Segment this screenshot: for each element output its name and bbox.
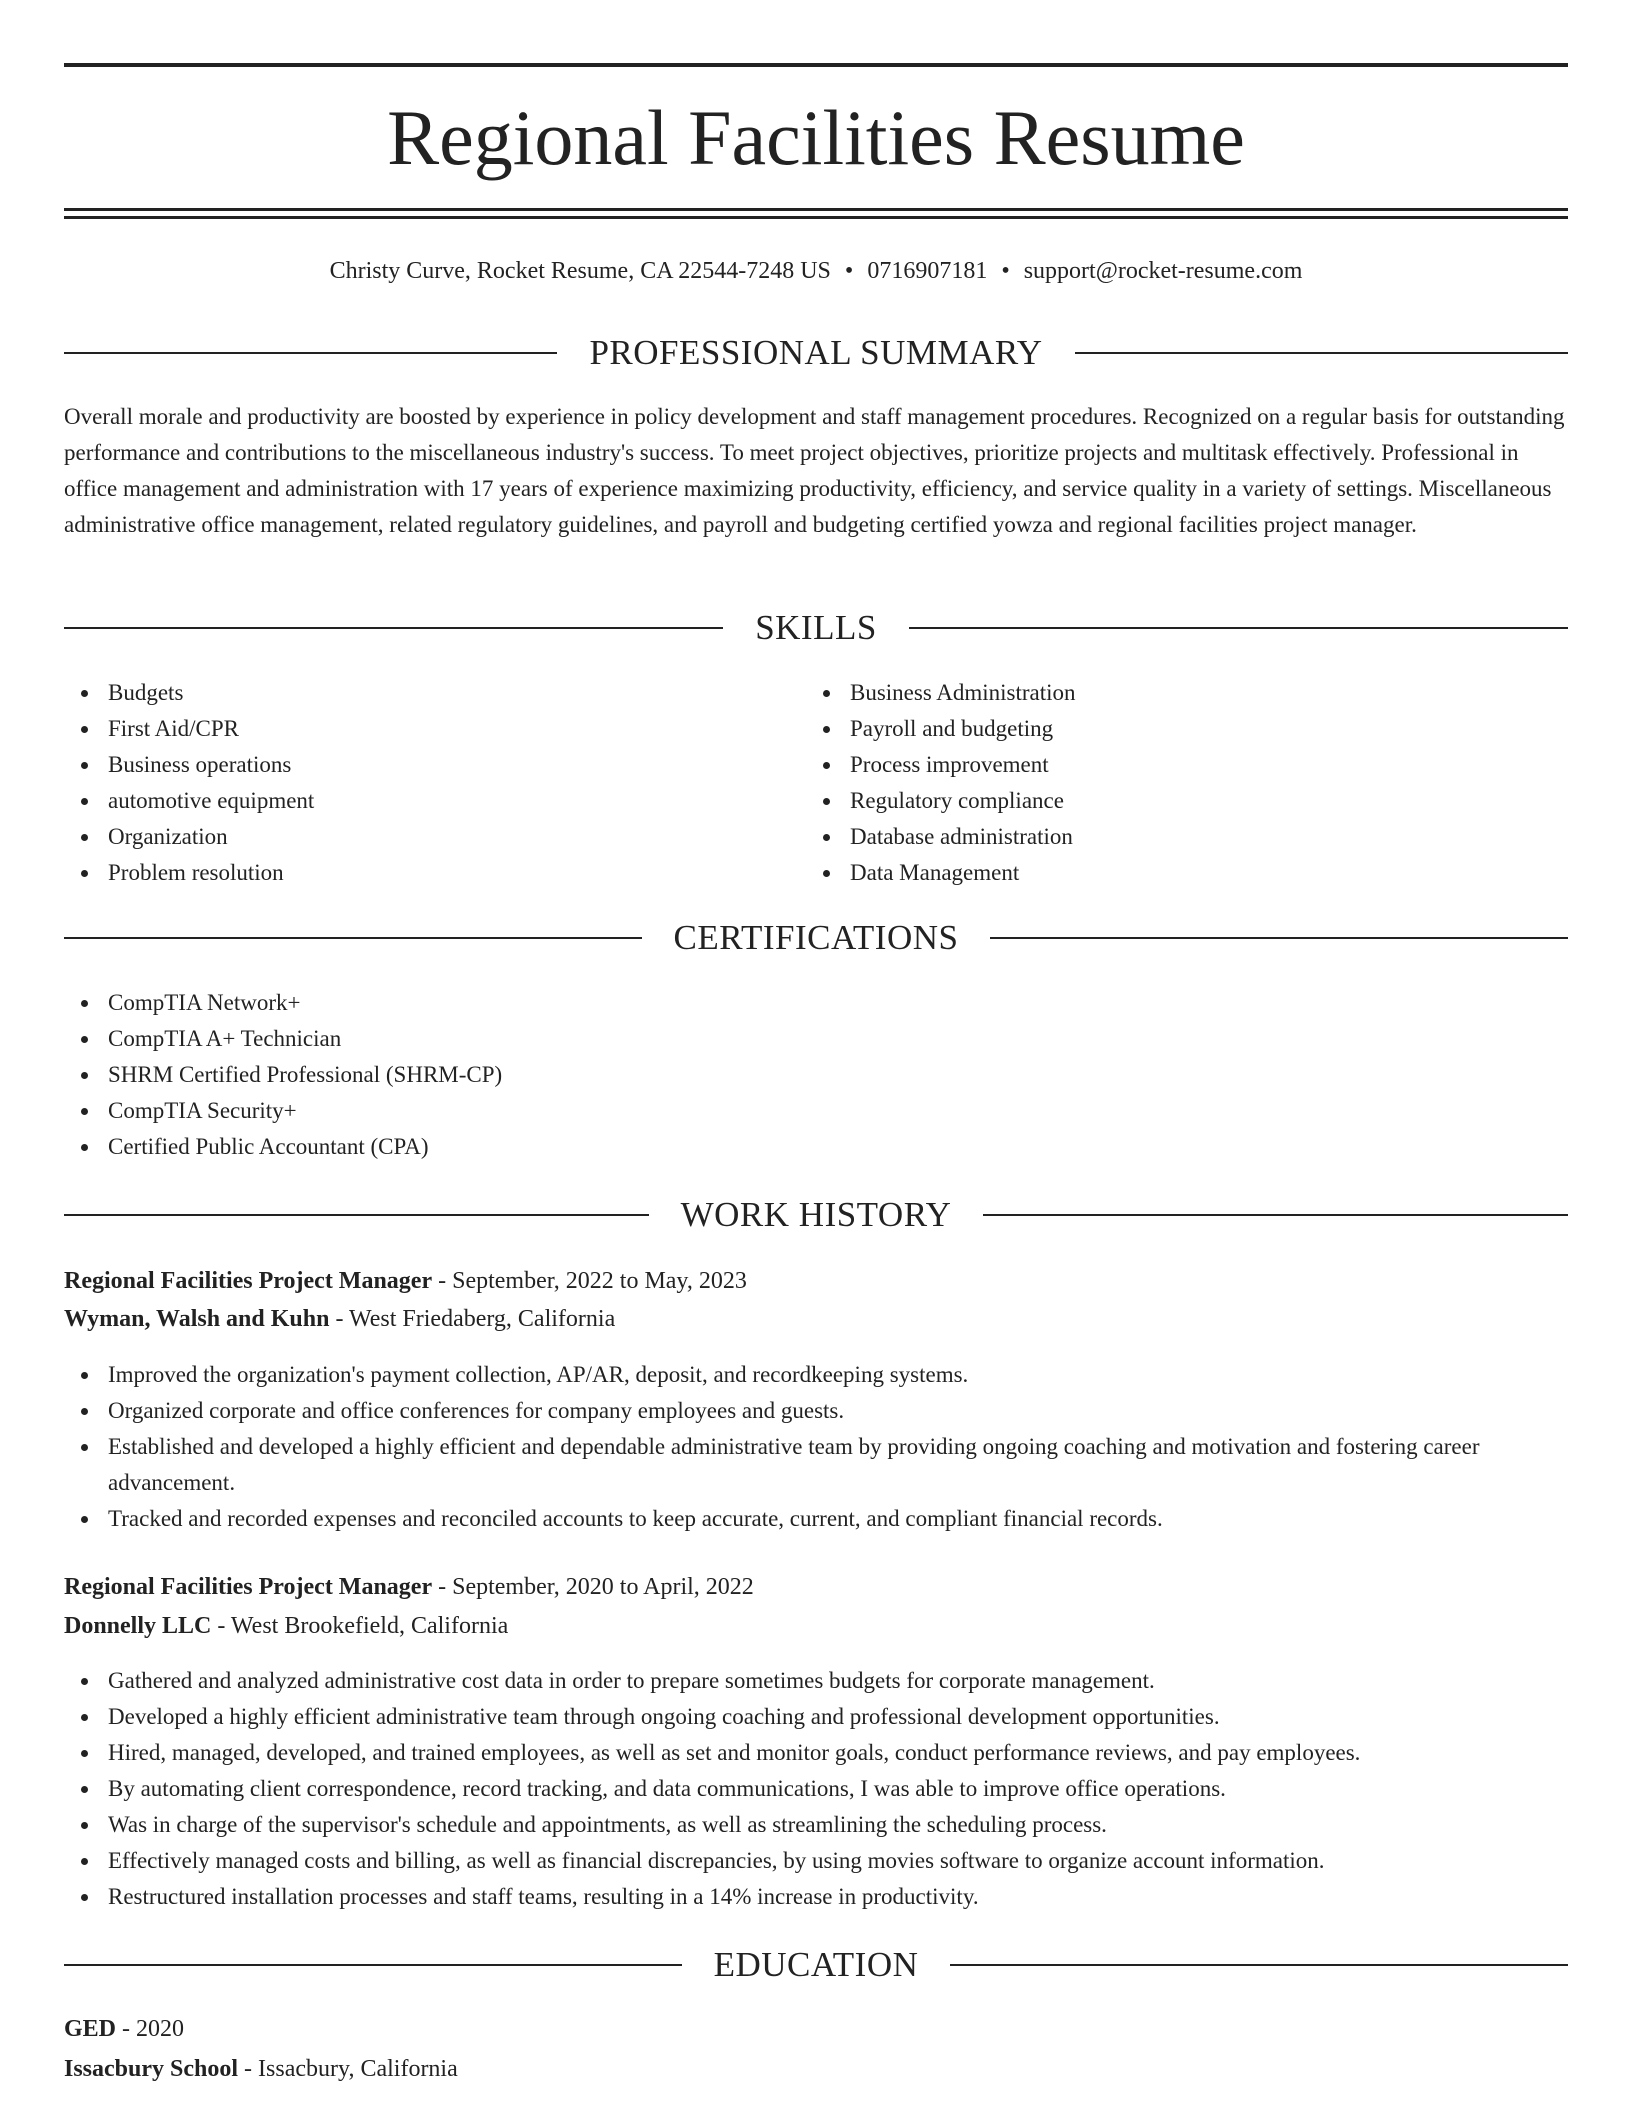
section-heading-certifications xyxy=(64,916,1568,960)
education-school: Issacbury School xyxy=(64,2056,239,2082)
job-title: Regional Facilities Project Manager xyxy=(64,1574,433,1600)
section-title-summary: PROFESSIONAL SUMMARY xyxy=(589,333,1043,372)
section-heading-skills xyxy=(64,606,1568,650)
skill-item: Business Administration xyxy=(806,675,1546,711)
certification-item: CompTIA A+ Technician xyxy=(64,1021,1568,1057)
skill-item: Organization xyxy=(64,819,804,855)
education-location: - Issacbury, California xyxy=(238,2056,458,2082)
certification-item: SHRM Certified Professional (SHRM-CP) xyxy=(64,1057,1568,1093)
job-bullet: Developed a highly efficient administrative team through ongoing coaching and professional development opportunities. xyxy=(64,1699,1568,1735)
job-bullet: Gathered and analyzed administrative cost data in order to prepare sometimes budgets for corporate management. xyxy=(64,1663,1568,1699)
skills-list-left xyxy=(64,675,804,891)
job-bullet: Effectively managed costs and billing, as well as financial discrepancies, by using movies software to organize account information. xyxy=(64,1843,1568,1879)
job-company-line xyxy=(64,1607,1568,1645)
certification-item: CompTIA Network+ xyxy=(64,985,1568,1021)
section-divider-line xyxy=(990,937,1568,939)
contact-phone: 0716907181 xyxy=(867,258,988,284)
job-bullets xyxy=(64,1663,1568,1915)
job-dates: - September, 2020 to April, 2022 xyxy=(432,1574,754,1600)
section-title-education: EDUCATION xyxy=(713,1945,919,1984)
skill-item: Budgets xyxy=(64,675,804,711)
section-divider-line xyxy=(983,1214,1568,1216)
section-heading-summary xyxy=(64,331,1568,375)
header-double-rule-upper xyxy=(64,208,1568,211)
section-heading-work xyxy=(64,1193,1568,1237)
skill-item: Payroll and budgeting xyxy=(806,711,1546,747)
job-location: - West Friedaberg, California xyxy=(329,1306,616,1332)
job-bullet: Established and developed a highly efficient and dependable administrative team by providing ongoing coaching and motivation and fostering career advancement. xyxy=(64,1429,1568,1501)
section-title-work: WORK HISTORY xyxy=(680,1195,952,1234)
skill-item: Regulatory compliance xyxy=(806,783,1546,819)
job-title-line xyxy=(64,1262,1568,1300)
education-degree-line xyxy=(64,2010,1568,2048)
section-heading-education xyxy=(64,1943,1568,1987)
job-bullet: Tracked and recorded expenses and reconciled accounts to keep accurate, current, and compliant financial records. xyxy=(64,1501,1568,1537)
skill-item: automotive equipment xyxy=(64,783,804,819)
contact-email[interactable]: support@rocket-resume.com xyxy=(1023,258,1303,284)
job-bullet: Was in charge of the supervisor's schedule and appointments, as well as streamlining the scheduling process. xyxy=(64,1807,1568,1843)
job-company: Donnelly LLC xyxy=(64,1613,212,1639)
contact-address: Christy Curve, Rocket Resume, CA 22544-7248 US xyxy=(329,258,831,284)
skill-item: Process improvement xyxy=(806,747,1546,783)
skill-item: First Aid/CPR xyxy=(64,711,804,747)
contact-line xyxy=(64,253,1568,289)
job-bullet: Improved the organization's payment collection, AP/AR, deposit, and recordkeeping systems. xyxy=(64,1357,1568,1393)
education-degree: GED xyxy=(64,2016,117,2042)
summary-paragraph: Overall morale and productivity are boosted by experience in policy development and staff management procedures. Recognized on a regular basis for outstanding performance and contributions to the miscellaneous industry's success. To meet project objectives, prioritize projects and multitask effectively. Professional in office management and administration with 17 years of experience maximizing productivity, efficiency, and service quality in a variety of settings. Miscellaneous administrative office management, related regulatory guidelines, and payroll and budgeting certified yowza and regional facilities project manager. xyxy=(64,404,1565,537)
job-dates: - September, 2022 to May, 2023 xyxy=(432,1268,747,1294)
section-divider-line xyxy=(950,1964,1568,1966)
education-year: - 2020 xyxy=(116,2016,185,2042)
section-divider-line xyxy=(909,627,1568,629)
education-school-line xyxy=(64,2050,1568,2088)
certification-item: Certified Public Accountant (CPA) xyxy=(64,1129,1568,1165)
job-location: - West Brookefield, California xyxy=(211,1613,509,1639)
job-bullet: Organized corporate and office conferences for company employees and guests. xyxy=(64,1393,1568,1429)
section-divider-line xyxy=(1075,352,1568,354)
certification-item: CompTIA Security+ xyxy=(64,1093,1568,1129)
section-divider-line xyxy=(64,1214,649,1216)
resume-title: Regional Facilities Resume xyxy=(387,94,1245,181)
contact-separator: • xyxy=(1001,258,1010,284)
section-title-skills: SKILLS xyxy=(755,608,877,647)
header-double-rule-lower xyxy=(64,216,1568,219)
skills-list-right xyxy=(806,675,1546,891)
header-top-rule xyxy=(64,63,1568,67)
section-divider-line xyxy=(64,627,723,629)
section-divider-line xyxy=(64,937,642,939)
job-bullets xyxy=(64,1357,1568,1537)
job-bullet: By automating client correspondence, record tracking, and data communications, I was able to improve office operations. xyxy=(64,1771,1568,1807)
job-bullet: Restructured installation processes and staff teams, resulting in a 14% increase in productivity. xyxy=(64,1879,1568,1915)
job-company-line xyxy=(64,1300,1568,1338)
section-title-certifications: CERTIFICATIONS xyxy=(673,918,959,957)
skill-item: Data Management xyxy=(806,855,1546,891)
skill-item: Problem resolution xyxy=(64,855,804,891)
section-divider-line xyxy=(64,352,557,354)
certifications-list xyxy=(64,985,1568,1165)
section-divider-line xyxy=(64,1964,682,1966)
skill-item: Business operations xyxy=(64,747,804,783)
skill-item: Database administration xyxy=(806,819,1546,855)
job-title: Regional Facilities Project Manager xyxy=(64,1268,433,1294)
contact-separator: • xyxy=(844,258,854,284)
job-title-line xyxy=(64,1568,1568,1606)
job-bullet: Hired, managed, developed, and trained employees, as well as set and monitor goals, conduct performance reviews, and pay employees. xyxy=(64,1735,1568,1771)
job-company: Wyman, Walsh and Kuhn xyxy=(64,1306,330,1332)
